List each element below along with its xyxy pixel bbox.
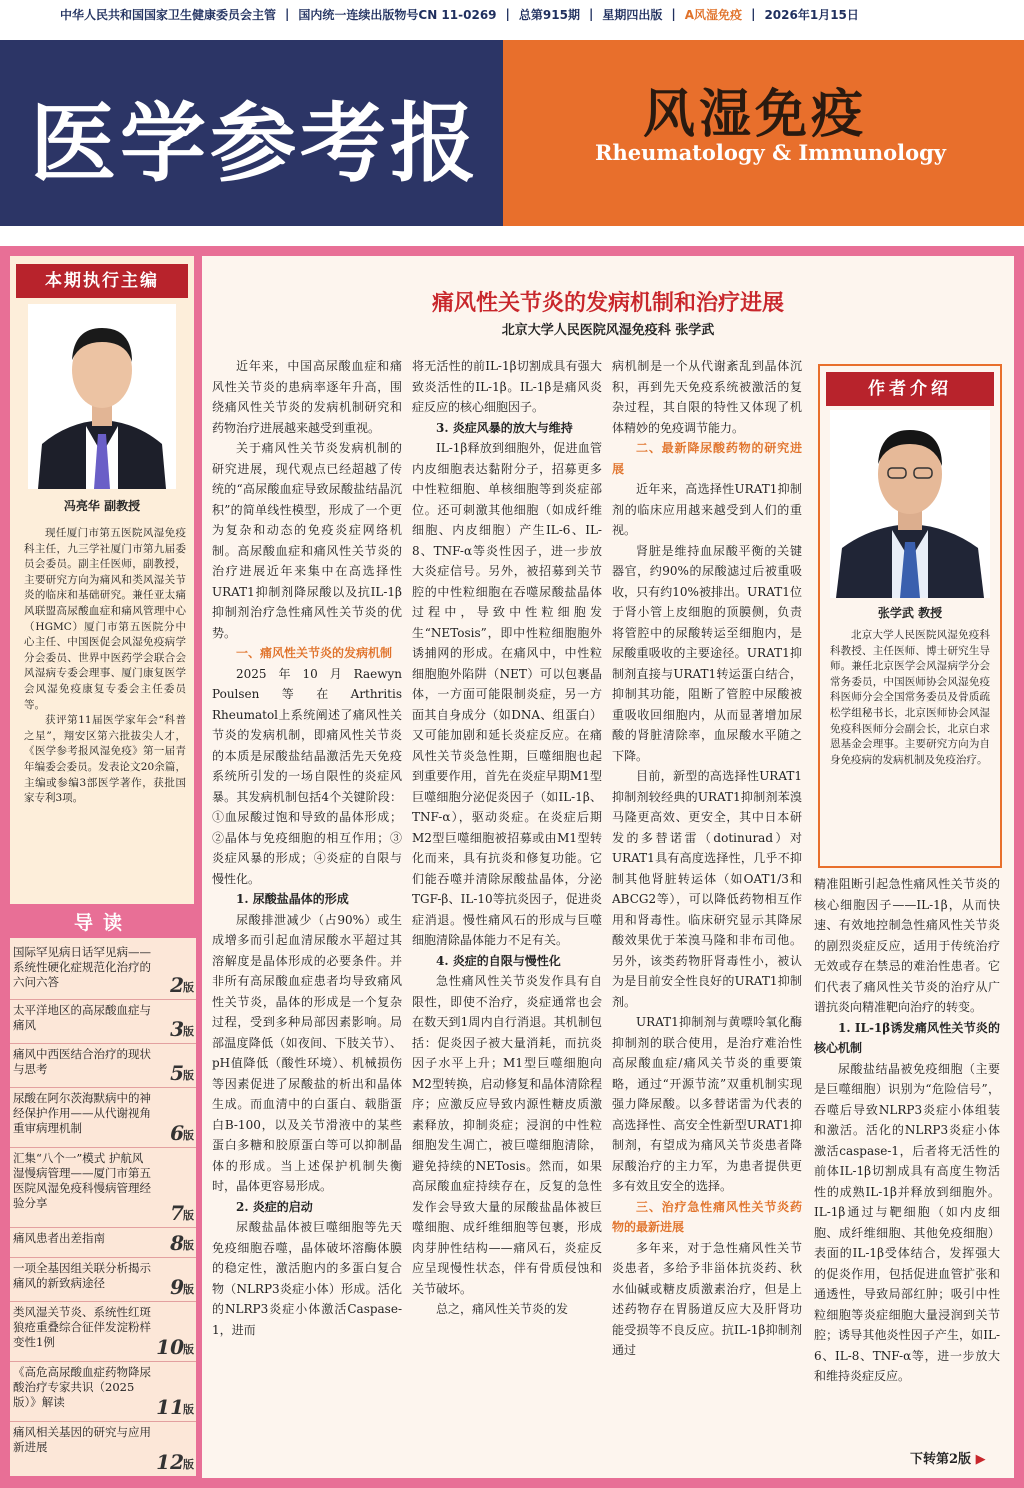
guide-heading: 导读 [10, 908, 196, 938]
guide-item[interactable] [10, 1088, 196, 1148]
guide-item-page: 9 [170, 1275, 184, 1299]
guide-item-suffix: 版 [183, 1343, 194, 1356]
section-text: A风湿免疫 [684, 7, 743, 22]
masthead-left [0, 40, 503, 226]
guide-item-suffix: 版 [183, 1403, 194, 1416]
guide-item-text: 一项全基因组关联分析揭示痛风的新致病途径 [13, 1261, 151, 1290]
separator: | [751, 7, 756, 21]
guide-item-suffix: 版 [183, 1458, 194, 1471]
guide-item[interactable] [10, 1362, 196, 1422]
weekday-text: 星期四出版 [602, 7, 663, 22]
guide-panel [10, 908, 196, 1476]
editor-bio [24, 526, 186, 807]
header-info-bar [0, 0, 1024, 28]
separator: | [588, 7, 594, 21]
guide-item-text: 《高危高尿酸血症药物降尿酸治疗专家共识（2025版）》解读 [13, 1365, 151, 1409]
editor-heading: 本期执行主编 [16, 264, 188, 298]
guide-item-page: 8 [170, 1231, 184, 1255]
subsection-heading: 4. 炎症的自限与慢性化 [436, 953, 561, 968]
guide-item[interactable] [10, 1258, 196, 1302]
paragraph: 关于痛风性关节炎发病机制的研究进展，现代观点已经超越了传统的“高尿酸血症导致尿酸盐结晶沉积”的简单线性模型，形成了一个更为复杂和动态的免疫炎症网络机制。高尿酸血症和痛风性关节炎的治疗进展近年来集中在高选择性URAT1抑制剂降尿酸以及抗IL-1β抑制剂治疗急性痛风性关节炎的优势。 [212, 441, 402, 640]
guide-item-page: 11 [156, 1395, 184, 1419]
guide-item-text: 汇集“八个一”模式 护航风湿慢病管理——厦门市第五医院风湿免疫科慢病管理经验分享 [13, 1151, 151, 1210]
guide-item[interactable] [10, 1302, 196, 1362]
paragraph: 尿酸盐结晶被免疫细胞（主要是巨噬细胞）识别为“危险信号”，吞噬后导致NLRP3炎症小体组装和激活。活化的NLRP3炎症小体激活caspase-1，后者将无活性的前体IL-1β切割成具有高度生物活性的成熟IL-1β并释放到细胞外。IL-1β通过与靶细胞（如内皮细胞、成纤维细胞、其他免疫细胞）表面的IL-1β受体结合，发挥强大的促炎作用，包括促进血管扩张和通透性，导致局部红肿；吸引中性粒细胞等炎症细胞大量浸润到关节腔；诱导其他炎性因子产生，如IL-6、IL-8、TNF-α等，进一步放大和维持炎症反应。 [814, 1061, 1000, 1383]
section-title-cn: 风湿免疫 [643, 84, 868, 145]
subsection-heading: 1. IL-1β诱发痛风性关节炎的核心机制 [814, 1020, 1000, 1055]
subsection-heading: 3. 炎症风暴的放大与维持 [436, 420, 573, 435]
subsection-heading: 2. 炎症的启动 [236, 1199, 313, 1214]
paragraph: 尿酸盐晶体被巨噬细胞等先天免疫细胞吞噬，晶体破坏溶酶体膜的稳定性，激活胞内的多蛋白复合物（NLRP3炎症小体）形成。活化的NLRP3炎症小体激活Caspase-1，进而 [212, 1220, 402, 1337]
arrow-right-icon: ▶ [975, 1452, 986, 1467]
author-name: 张学武 教授 [877, 606, 943, 620]
guide-item-text: 痛风相关基因的研究与应用新进展 [13, 1425, 151, 1454]
paragraph: 尿酸排泄减少（占90%）或生成增多而引起血清尿酸水平超过其溶解度是晶体形成的必要条件。并非所有高尿酸血症患者均导致痛风性关节炎，晶体的形成是一个复杂过程，受到多种局部因素影响。局部温度降低（如夜间、下肢关节）、pH值降低（酸性环境）、机械损伤等因素促进了尿酸盐的析出和晶体生成。而血清中的白蛋白、载脂蛋白B-100，以及关节滑液中的某些蛋白多糖和胶原蛋白等可以抑制晶体的形成。当上述保护机制失衡时，晶体更容易形成。 [212, 912, 402, 1193]
section-heading: 三、治疗急性痛风性关节炎药物的最新进展 [612, 1199, 802, 1234]
article-column-1 [212, 356, 402, 1466]
masthead-right [503, 40, 1024, 226]
guide-item-text: 尿酸在阿尔茨海默病中的神经保护作用——从代谢视角重审病理机制 [13, 1091, 151, 1135]
paragraph: 精准阻断引起急性痛风性关节炎的核心细胞因子——IL-1β，从而快速、有效地控制急性痛风性关节炎的剧烈炎症反应，适用于传统治疗无效或存在禁忌的难治性患者。它们代表了痛风性关节炎的治疗从广谱抗炎向精准靶向治疗的转变。 [814, 877, 1000, 1014]
author-bio [830, 628, 990, 768]
paragraph: 肾脏是维持血尿酸平衡的关键器官，约90%的尿酸滤过后被重吸收，只有约10%被排出。URAT1位于肾小管上皮细胞的顶膜侧，负责将管腔中的尿酸转运至细胞内，是尿酸重吸收的主要途径。URAT1抑制剂直接与URAT1转运蛋白结合，抑制其功能，阻断了管腔中尿酸被重吸收回细胞内，从而显著增加尿酸的肾脏清除率，血尿酸水平随之下降。 [612, 543, 802, 763]
editor-bio-1: 现任厦门市第五医院风湿免疫科主任，九三学社厦门市第九届委员会委员。副主任医师，副教授，主要研究方向为痛风和类风湿关节炎的临床和基础研究。兼任亚太痛风联盟高尿酸血症和痛风管理中心（HGMC）厦门市第五医院分中心主任、中国医促会风湿免疫病学分会委员、世界中医药学会联合会风湿病专委会理事、厦门康复医学会风湿免疫康复专委会主任委员等。 [24, 527, 186, 711]
paragraph: 急性痛风性关节炎发作具有自限性，即使不治疗，炎症通常也会在数天到1周内自行消退。其机制包括：促炎因子被大量消耗，而抗炎因子水平上升；M1型巨噬细胞向M2型转换，启动修复和晶体清除程序；应激反应导致内源性糖皮质激素释放，抑制炎症；浸润的中性粒细胞发生凋亡，被巨噬细胞清除，避免持续的NETosis。然而，如果高尿酸血症持续存在，反复的急性发作会导致大量的尿酸盐晶体被巨噬细胞、成纤维细胞等包裹，形成肉芽肿性结构——痛风石，炎症反应呈现慢性状态，伴有骨质侵蚀和关节破坏。 [412, 974, 602, 1296]
separator: | [671, 7, 676, 21]
paragraph: 近年来，中国高尿酸血症和痛风性关节炎的患病率逐年升高，围绕痛风性关节炎的发病机制研究和药物治疗进展越来越受到重视。 [212, 359, 402, 435]
guide-item[interactable] [10, 1148, 196, 1228]
editor-name: 冯亮华 副教授 [63, 499, 141, 513]
guide-item-page: 12 [156, 1450, 184, 1474]
continue-note[interactable] [910, 1448, 986, 1467]
date-text: 2026年1月15日 [764, 7, 859, 22]
guide-item[interactable] [10, 1000, 196, 1044]
issn-text: 国内统一连续出版物号CN 11-0269 [298, 7, 497, 22]
section-title-en: Rheumatology & Immunology [595, 140, 947, 165]
guide-item-suffix: 版 [183, 1069, 194, 1082]
guide-item-suffix: 版 [183, 981, 194, 994]
paragraph: 多年来，对于急性痛风性关节炎患者，多给予非甾体抗炎药、秋水仙碱或糖皮质激素治疗，但是上述药物存在胃肠道反应大及肝肾功能受损等不良反应。抗IL-1β抑制剂通过 [612, 1240, 802, 1357]
editor-photo [28, 304, 176, 489]
guide-item-suffix: 版 [183, 1025, 194, 1038]
editor-bio-2: 获评第11届医学家年会“科普之星”，翔安区第六批拔尖人才，《医学参考报风湿免疫》第一届青年编委会委员。发表论文20余篇，主编或参编3部医学著作，获批国家专利3项。 [24, 714, 186, 805]
guide-item-text: 太平洋地区的高尿酸血症与痛风 [13, 1003, 151, 1032]
guide-item-text: 类风湿关节炎、系统性红斑狼疮重叠综合征伴发淀粉样变性1例 [13, 1305, 151, 1349]
guide-item-page: 3 [170, 1017, 184, 1041]
paragraph: URAT1抑制剂与黄嘌呤氧化酶抑制剂的联合使用，是治疗难治性高尿酸血症/痛风关节炎的重要策略，通过“开源节流”双重机制实现强力降尿酸。以多替诺雷为代表的高选择性、高安全性新型URAT1抑制剂，有望成为痛风关节炎患者降尿酸治疗的主力军，为患者提供更多有效且安全的选择。 [612, 1015, 802, 1193]
guide-item[interactable] [10, 1228, 196, 1258]
author-box [818, 364, 1002, 868]
continue-note-text: 下转第2版 [910, 1452, 972, 1467]
guide-item-page: 7 [170, 1201, 184, 1225]
article-author: 北京大学人民医院风湿免疫科 张学武 [501, 323, 715, 338]
guide-item-page: 6 [170, 1121, 184, 1145]
subsection-heading: 1. 尿酸盐晶体的形成 [236, 892, 349, 906]
section-heading: 二、最新降尿酸药物的研究进展 [612, 441, 802, 476]
paragraph: 近年来，高选择性URAT1抑制剂的临床应用越来越受到人们的重视。 [612, 482, 802, 537]
separator: | [505, 7, 510, 21]
paragraph: 2025年10月Raewyn Poulsen等在Arthritis Rheumatol上系统阐述了痛风性关节炎的发病机制，即痛风性关节炎的本质是尿酸盐结晶激活先天免疫系统所引发的一场自限性的炎症风暴。其发病机制包括4个关键阶段：①血尿酸过饱和导致的晶体形成；②晶体与免疫细胞的相互作用；③炎症风暴的形成；④炎症的自限与慢性化。 [212, 666, 402, 886]
article-column-2 [412, 356, 602, 1466]
paragraph: 病机制是一个从代谢紊乱到晶体沉积，再到先天免疫系统被激活的复杂过程，其自限的特性又体现了机体精妙的免疫调节能力。 [612, 359, 802, 435]
author-bio-text: 北京大学人民医院风湿免疫科科教授、主任医师、博士研究生导师。兼任北京医学会风湿病学分会常务委员，中国医师协会风湿免疫科医师分会全国常务委员及骨质疏松学组秘书长，北京医师协会风湿免疫科医师分会副会长，北京白求恩基金会理事。主要研究方向为自身免疫病的发病机制及免疫治疗。 [830, 629, 990, 766]
guide-item-page: 10 [156, 1335, 184, 1359]
article-column-4 [814, 874, 1000, 1444]
article-column-3 [612, 356, 802, 1466]
article-title: 痛风性关节炎的发病机制和治疗进展 [431, 290, 784, 316]
guide-item-suffix: 版 [183, 1129, 194, 1142]
author-photo [830, 410, 990, 598]
paragraph: 将无活性的前IL-1β切割成具有强大致炎活性的IL-1β。IL-1β是痛风炎症反应的核心细胞因子。 [412, 359, 602, 414]
separator: | [285, 7, 290, 21]
guide-item-suffix: 版 [183, 1209, 194, 1222]
issue-text: 总第915期 [518, 7, 580, 22]
guide-item-page: 5 [170, 1061, 184, 1085]
guide-item-page: 2 [170, 973, 184, 997]
section-heading: 一、痛风性关节炎的发病机制 [236, 646, 393, 660]
guide-item-suffix: 版 [183, 1239, 194, 1252]
guide-item[interactable] [10, 1044, 196, 1088]
guide-item-text: 国际罕见病日话罕见病——系统性硬化症规范化治疗的六问六答 [13, 945, 151, 989]
guide-item[interactable] [10, 1422, 196, 1476]
newspaper-title: 医学参考报 [30, 93, 480, 194]
sponsor-text: 中华人民共和国国家卫生健康委员会主管 [60, 7, 277, 22]
guide-item[interactable] [10, 942, 196, 1000]
guide-item-text: 痛风中西医结合治疗的现状与思考 [13, 1047, 151, 1076]
paragraph: 总之，痛风性关节炎的发 [436, 1302, 569, 1316]
guide-item-text: 痛风患者出差指南 [13, 1231, 105, 1245]
paragraph: IL-1β释放到细胞外，促进血管内皮细胞表达黏附分子，招募更多中性粒细胞、单核细胞等到炎症部位。还可刺激其他细胞（如成纤维细胞、内皮细胞）产生IL-6、IL-8、TNF-α等炎性因子，进一步放大炎症信号。另外，被招募到关节腔的中性粒细胞在吞噬尿酸盐晶体过程中，导致中性粒细胞发生“NETosis”，即中性粒细胞胞外诱捕网的形成。在痛风中，中性粒细胞胞外陷阱（NET）可以包裹晶体，一方面可能限制炎症，另一方面其自身成分（如DNA、组蛋白）又可能加剧和延长炎症反应。在痛风性关节炎急性期，巨噬细胞也起到重要作用，首先在炎症早期M1型巨噬细胞分泌促炎因子（如IL-1β、TNF-α），驱动炎症。在炎症后期M2型巨噬细胞被招募或由M1型转化而来，具有抗炎和修复功能。它们能吞噬并清除尿酸盐晶体，分泌TGF-β、IL-10等抗炎因子，促进炎症消退。慢性痛风石的形成与巨噬细胞清除晶体能力不足有关。 [412, 441, 602, 947]
author-heading: 作者介绍 [826, 372, 994, 406]
guide-item-suffix: 版 [183, 1283, 194, 1296]
paragraph: 目前，新型的高选择性URAT1抑制剂较经典的URAT1抑制剂苯溴马隆更高效、更安全，其中日本研发的多替诺雷（dotinurad）对URAT1具有高度选择性，几乎不抑制其他肾脏转运体（如OAT1/3和ABCG2等），可以降低药物相互作用和肾毒性。临床研究显示其降尿酸效果优于苯溴马隆和非布司他。另外，该类药物肝肾毒性小，被认为是目前安全性良好的URAT1抑制剂。 [612, 769, 802, 1009]
editor-panel [10, 256, 194, 904]
